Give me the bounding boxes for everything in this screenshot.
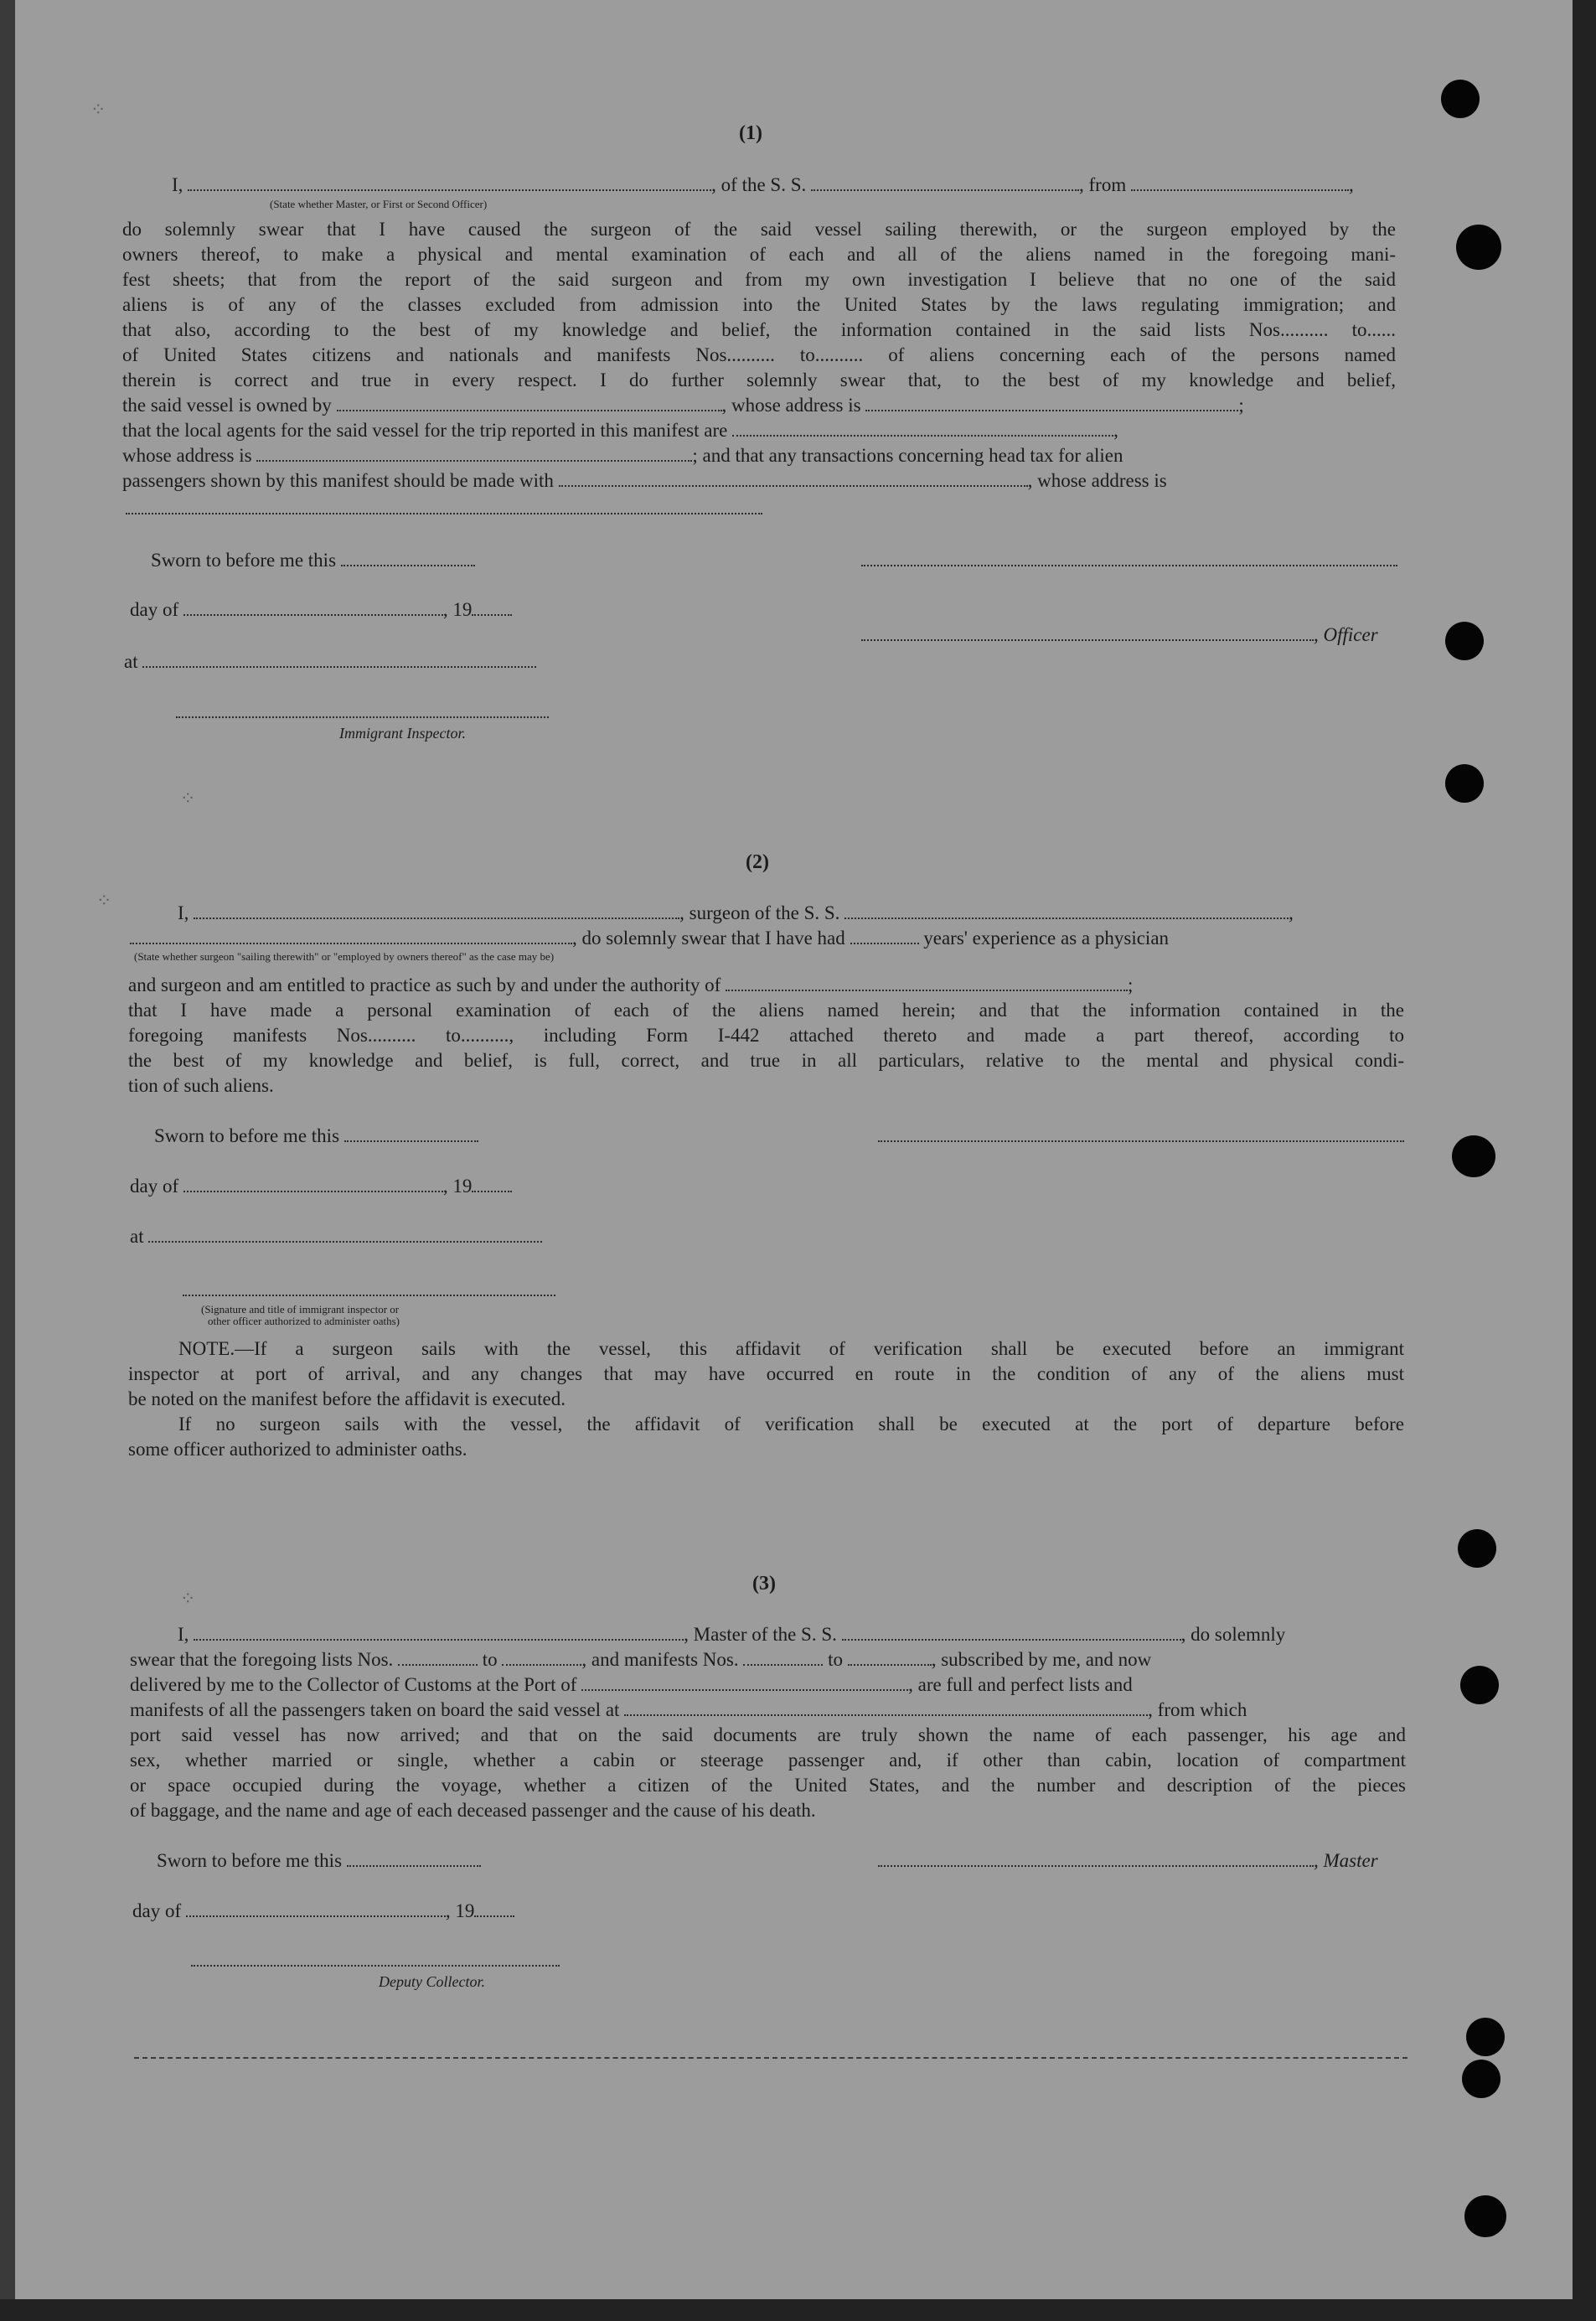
note-line: If no surgeon sails with the vessel, the affidavit of verification shall be executed at the port of departure before (178, 1414, 1404, 1434)
master-signature-blank (878, 1850, 1314, 1867)
section-3-header: I, , Master of the S. S. , do solemnly (178, 1624, 1286, 1645)
at-line: at (124, 650, 536, 674)
punch-hole-icon (1466, 2018, 1505, 2056)
section-1-body-line: aliens is of any of the classes excluded from admission into the United States by the laws regulating immigration; and (122, 294, 1396, 315)
note-last-line: be noted on the manifest before the affidavit is executed. (128, 1388, 566, 1409)
punch-hole-icon (1464, 2195, 1506, 2237)
section-1-body-line: that also, according to the best of my knowledge and belief, the information contained in the said lists Nos.......... to...... (122, 319, 1396, 340)
bottom-rule (134, 2057, 1407, 2059)
note-line: NOTE.—If a surgeon sails with the vessel, this affidavit of verification shall be executed before an immigrant (178, 1338, 1404, 1359)
at-line: at (130, 1225, 542, 1248)
punch-hole-icon (1458, 1529, 1496, 1568)
sworn-line: Sworn to before me this (154, 1124, 478, 1148)
officer-name-blank (188, 174, 711, 191)
officer-blank (861, 624, 1314, 641)
master-name-blank (194, 1624, 684, 1641)
deputy-signature-line (191, 1965, 560, 1967)
section-2-body-line: the best of my knowledge and belief, is full, correct, and true in all particulars, relative to the mental and physical condi- (128, 1050, 1404, 1071)
owner-blank (337, 395, 722, 411)
years-blank (850, 928, 919, 944)
experience-line: , do solemnly swear that I have had years' experience as a physician (130, 927, 1169, 950)
ink-smudge: ⁘ (96, 890, 112, 911)
head-tax-line: passengers shown by this manifest should be made with , whose address is (122, 470, 1167, 491)
year-blank (474, 1900, 514, 1917)
manifests-line: manifests of all the passengers taken on board the said vessel at , from which (130, 1699, 1247, 1720)
sworn-line: Sworn to before me this (157, 1849, 481, 1873)
punch-hole-icon (1441, 80, 1480, 118)
section-1-header: I, , of the S. S. , from , (172, 174, 1354, 195)
section-1-body-line: owners thereof, to make a physical and mental examination of each and all of the aliens named in the foregoing mani- (122, 244, 1396, 265)
punch-hole-icon (1456, 225, 1501, 270)
section-1-body-line: therein is correct and true in every respect. I do further solemnly swear that, to the best of my knowledge and belief, (122, 370, 1396, 390)
authority-blank (726, 974, 1128, 991)
sworn-date-blank (347, 1850, 481, 1867)
punch-hole-icon (1445, 764, 1484, 803)
officer-rank-note: (State whether Master, or First or Second Officer) (270, 198, 488, 210)
section-1-body-line: do solemnly swear that I have caused the surgeon of the said vessel sailing therewith, or the surgeon employed by the (122, 219, 1396, 240)
sworn-date-blank (344, 1125, 478, 1142)
section-1-body-line: fest sheets; that from the report of the said surgeon and from my own investigation I believe that no one of the said (122, 269, 1396, 290)
place-blank (142, 651, 536, 668)
authority-line: and surgeon and am entitled to practice as such by and under the authority of ; (128, 974, 1134, 995)
list-to-blank (502, 1649, 581, 1666)
inspector-signature-line (183, 1295, 555, 1296)
sworn-line: Sworn to before me this (151, 549, 475, 572)
section-3-body-line: or space occupied during the voyage, whether a citizen of the United States, and the number and description of the pieces (130, 1775, 1406, 1796)
year-blank (472, 599, 512, 616)
origin-port-blank (1131, 174, 1349, 191)
place-blank (148, 1226, 542, 1243)
day-of-line: day of , 19 (130, 1175, 512, 1198)
ink-smudge: ⁘ (180, 1588, 196, 1609)
owner-address-blank (865, 395, 1238, 411)
address-blank-line (126, 513, 762, 514)
section-3-body-line: port said vessel has now arrived; and that on the said documents are truly shown the name of each passenger, his age and (130, 1724, 1406, 1745)
bottom-scan-edge (0, 2299, 1596, 2321)
agents-address-blank (256, 445, 692, 462)
note-line: inspector at port of arrival, and any changes that may have occurred en route in the condition of any of the aliens must (128, 1363, 1404, 1384)
month-blank (183, 599, 443, 616)
day-of-line: day of , 19 (132, 1900, 514, 1923)
section-3-number: (3) (752, 1573, 776, 1595)
month-blank (186, 1900, 446, 1917)
surgeon-name-blank (194, 902, 679, 919)
port-blank (581, 1674, 908, 1691)
head-tax-blank (559, 470, 1028, 487)
embark-port-blank (624, 1699, 1148, 1716)
surgeon-status-blank (130, 928, 572, 944)
master-signature-line: , Master (878, 1849, 1378, 1873)
surgeon-status-note: (State whether surgeon "sailing therewith" or "employed by owners thereof" as the case may be) (134, 950, 555, 963)
inspector-signature-line (176, 716, 549, 718)
signature-note: (Signature and title of immigrant inspector or (201, 1303, 400, 1316)
section-1-number: (1) (739, 122, 762, 144)
ink-smudge: ⁘ (180, 788, 196, 809)
vessel-name-blank (811, 174, 1079, 191)
local-agents-line: that the local agents for the said vessel for the trip reported in this manifest are , (122, 420, 1118, 441)
section-2-number: (2) (746, 851, 769, 873)
surgeon-signature-line (878, 1140, 1404, 1142)
list-from-blank (398, 1649, 478, 1666)
section-2-last-line: tion of such aliens. (128, 1075, 274, 1096)
inspector-label: Immigrant Inspector. (339, 725, 466, 742)
section-2-body-line: that I have made a personal examination of each of the aliens named herein; and that the information contained in the (128, 1000, 1404, 1021)
section-1-body-line: of United States citizens and nationals and manifests Nos.......... to.......... of aliens concerning each of the persons named (122, 344, 1396, 365)
left-scan-edge (0, 0, 15, 2321)
agents-address-line: whose address is ; and that any transactions concerning head tax for alien (122, 445, 1123, 466)
month-blank (183, 1176, 443, 1192)
section-3-body-line: sex, whether married or single, whether a cabin or steerage passenger and, if other than cabin, location of compartment (130, 1750, 1406, 1770)
deputy-label: Deputy Collector. (379, 1973, 485, 1990)
owned-by-line: the said vessel is owned by , whose address is ; (122, 395, 1244, 416)
section-2-header: I, , surgeon of the S. S. , (178, 902, 1294, 923)
signature-note: other officer authorized to administer oaths) (208, 1315, 400, 1327)
sworn-date-blank (341, 550, 475, 566)
surgeon-vessel-blank (844, 902, 1289, 919)
delivered-line: delivered by me to the Collector of Customs at the Port of , are full and perfect lists and (130, 1674, 1133, 1695)
year-blank (472, 1176, 512, 1192)
punch-hole-icon (1452, 1135, 1495, 1177)
officer-signature-line (861, 565, 1397, 566)
right-scan-edge (1573, 0, 1596, 2321)
ink-smudge: ⁘ (90, 99, 106, 120)
punch-hole-icon (1460, 1666, 1499, 1704)
agents-blank (732, 420, 1113, 437)
punch-hole-icon (1462, 2060, 1500, 2098)
lists-line: swear that the foregoing lists Nos. to , and manifests Nos. to , subscribed by me, and now (130, 1649, 1152, 1670)
master-vessel-blank (842, 1624, 1181, 1641)
manifest-to-blank (848, 1649, 932, 1666)
manifest-from-blank (743, 1649, 823, 1666)
punch-hole-icon (1445, 622, 1484, 660)
officer-line: , Officer (861, 623, 1378, 647)
day-of-line: day of , 19 (130, 598, 512, 622)
note-last-line: some officer authorized to administer oaths. (128, 1439, 467, 1460)
section-3-last-line: of baggage, and the name and age of each deceased passenger and the cause of his death. (130, 1800, 816, 1821)
section-2-body-line: foregoing manifests Nos.......... to.........., including Form I-442 attached thereto and made a part thereof, according to (128, 1025, 1404, 1046)
